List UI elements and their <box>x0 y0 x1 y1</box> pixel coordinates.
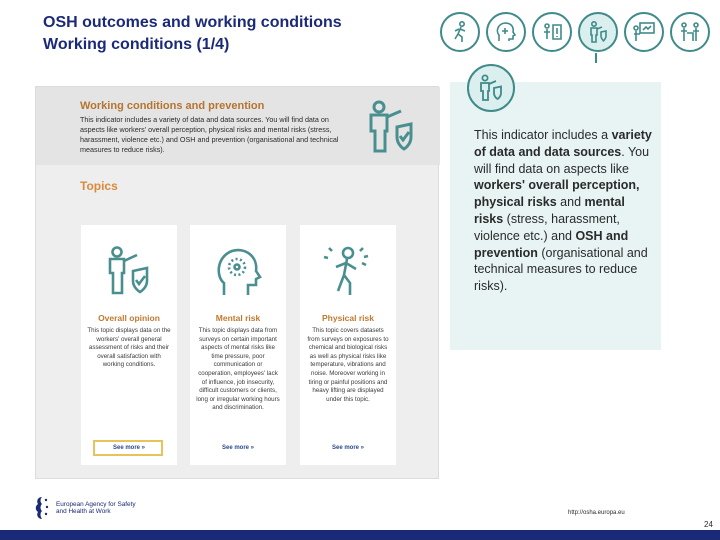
eu-osha-logo <box>34 494 154 522</box>
screenshot-intro: This indicator includes a variety of data and data sources. You will find data on aspects like workers' overall perception, physical risks and mental risks (stress, harassment, violence etc.) and OSH and prevention (organisational and technical measures to reduce risks). <box>80 115 339 154</box>
see-more-link[interactable]: See more » <box>221 445 255 451</box>
running-person-icon[interactable] <box>440 12 480 52</box>
website-screenshot <box>35 86 439 479</box>
topic-card-physical-risk <box>300 225 396 465</box>
logo-text: European Agency for Safety and Health at Work <box>56 500 136 515</box>
screenshot-heading: Working conditions and prevention <box>80 100 265 112</box>
worker-shield-icon <box>467 64 515 112</box>
nav-connector <box>595 53 597 63</box>
head-brain-icon <box>210 243 266 299</box>
eu-osha-logo-mark <box>34 495 50 521</box>
card-title: Overall opinion <box>98 313 160 323</box>
footer-bar <box>0 530 720 540</box>
website-url[interactable]: http://osha.europa.eu <box>568 510 625 516</box>
info-description: This indicator includes a variety of data and data sources. You will find data on aspects like workers' overall perception, physical risks and mental risks (stress, harassment, violence etc.) and OSH and prevention (organisational and technical measures to reduce risks). <box>474 128 652 294</box>
topic-card-mental-risk <box>190 225 286 465</box>
see-more-link[interactable]: See more » <box>331 445 365 451</box>
topic-card-overall-opinion <box>81 225 177 465</box>
accident-icon[interactable] <box>532 12 572 52</box>
slide-subtitle: Working conditions (1/4) <box>43 36 230 53</box>
card-title: Mental risk <box>215 313 261 323</box>
people-meeting-icon[interactable] <box>670 12 710 52</box>
see-more-link[interactable]: See more » <box>112 445 146 451</box>
topics-heading: Topics <box>80 179 118 193</box>
worker-shield-icon <box>361 97 421 157</box>
worker-shield-icon[interactable] <box>578 12 618 52</box>
card-body: This topic covers datasets from surveys on exposures to chemical and biological risks as well as physical risks like temperature, vibrations and noise. Moreover working in tiring or painful positions and heavy lifting are displayed under this topic. <box>307 327 389 403</box>
presentation-icon[interactable] <box>624 12 664 52</box>
person-pain-icon <box>320 243 376 299</box>
card-title: Physical risk <box>322 313 374 323</box>
worker-shield-icon <box>101 243 157 299</box>
section-nav <box>440 12 710 52</box>
card-body: This topic displays data on the workers' overall general assessment of risks and their overall satisfaction with working conditions. <box>87 327 171 369</box>
page-number: 24 <box>704 520 713 529</box>
slide-title: OSH outcomes and working conditions <box>43 14 342 31</box>
head-health-cross-icon[interactable] <box>486 12 526 52</box>
card-body: This topic displays data from surveys on certain important aspects of mental risks like time pressure, poor communication or cooperation, employees' lack of influence, job insecurity, difficult customers or clients, long or irregular working hours and discrimination. <box>196 327 280 412</box>
